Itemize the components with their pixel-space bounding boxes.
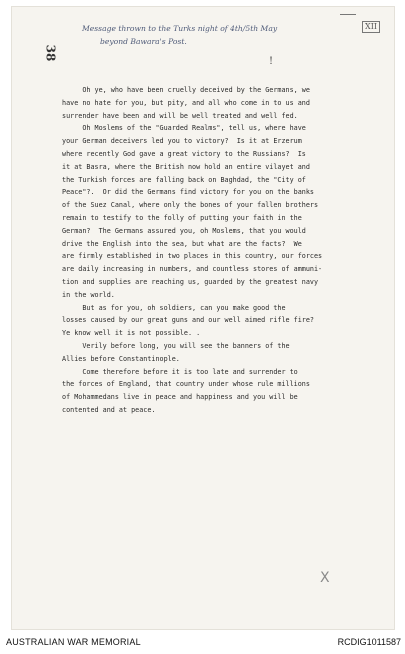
pencil-mark: ! [269, 56, 274, 67]
body-line: Come therefore before it is too late and surrender to [62, 367, 298, 376]
body-line: drive the English into the sea, but what are the facts? We [62, 239, 302, 248]
body-line: where recently God gave a great victory to the Russians? Is [62, 149, 306, 158]
top-tick-mark [340, 14, 356, 15]
body-line: But as for you, oh soldiers, can you make good the [62, 303, 286, 312]
body-line: are firmly established in two places in this country, our forces [62, 252, 323, 261]
handwritten-note-line-1: Message thrown to the Turks night of 4th/5th May [82, 24, 278, 33]
body-line: the Turkish forces are falling back on Baghdad, the "City of [62, 175, 306, 184]
body-line: tion and supplies are reaching us, guarded by the greatest navy [62, 277, 319, 286]
handwritten-note-line-2: beyond Bawara's Post. [100, 37, 187, 46]
page-number: 38 [43, 44, 58, 62]
body-line: contented and at peace. [62, 405, 156, 414]
pencil-cross-mark: X [320, 570, 330, 586]
body-line: Allies before Constantinople. [62, 354, 180, 363]
body-line: in the world. [62, 290, 115, 299]
body-line: remain to testify to the folly of putting your faith in the [62, 213, 302, 222]
footer-record-id: RCDIG1011587 [337, 637, 401, 647]
footer-institution-label: AUSTRALIAN WAR MEMORIAL [6, 637, 141, 647]
body-line: German? The Germans assured you, oh Moslems, that you would [62, 226, 306, 235]
body-line: Ye know well it is not possible. . [62, 329, 201, 338]
body-line: are daily increasing in numbers, and countless stores of ammuni- [62, 265, 323, 274]
body-line: have no hate for you, but pity, and all who come in to us and [62, 98, 310, 107]
footer-bar [0, 637, 405, 654]
body-line: of the Suez Canal, where only the bones of your fallen brothers [62, 201, 319, 210]
corner-mark: XII [362, 21, 380, 33]
body-line: Verily before long, you will see the banners of the [62, 341, 290, 350]
body-line: the forces of England, that country under whose rule millions [62, 380, 310, 389]
body-line: your German deceivers led you to victory? Is it at Erzerum [62, 137, 302, 146]
body-line: Oh Moslems of the "Guarded Realms", tell us, where have [62, 124, 306, 133]
body-line: it at Basra, where the British now hold an entire vilayet and [62, 162, 310, 171]
body-line: of Mohammedans live in peace and happiness and you will be [62, 393, 298, 402]
body-line: Oh ye, who have been cruelly deceived by the Germans, we [62, 86, 310, 94]
handwritten-note [82, 22, 352, 48]
typed-message-body [62, 84, 380, 417]
body-line: Peace"?. Or did the Germans find victory for you on the banks [62, 188, 314, 197]
body-line: surrender have been and will be well treated and well fed. [62, 111, 298, 120]
body-line: losses caused by our great guns and our well aimed rifle fire? [62, 316, 314, 325]
